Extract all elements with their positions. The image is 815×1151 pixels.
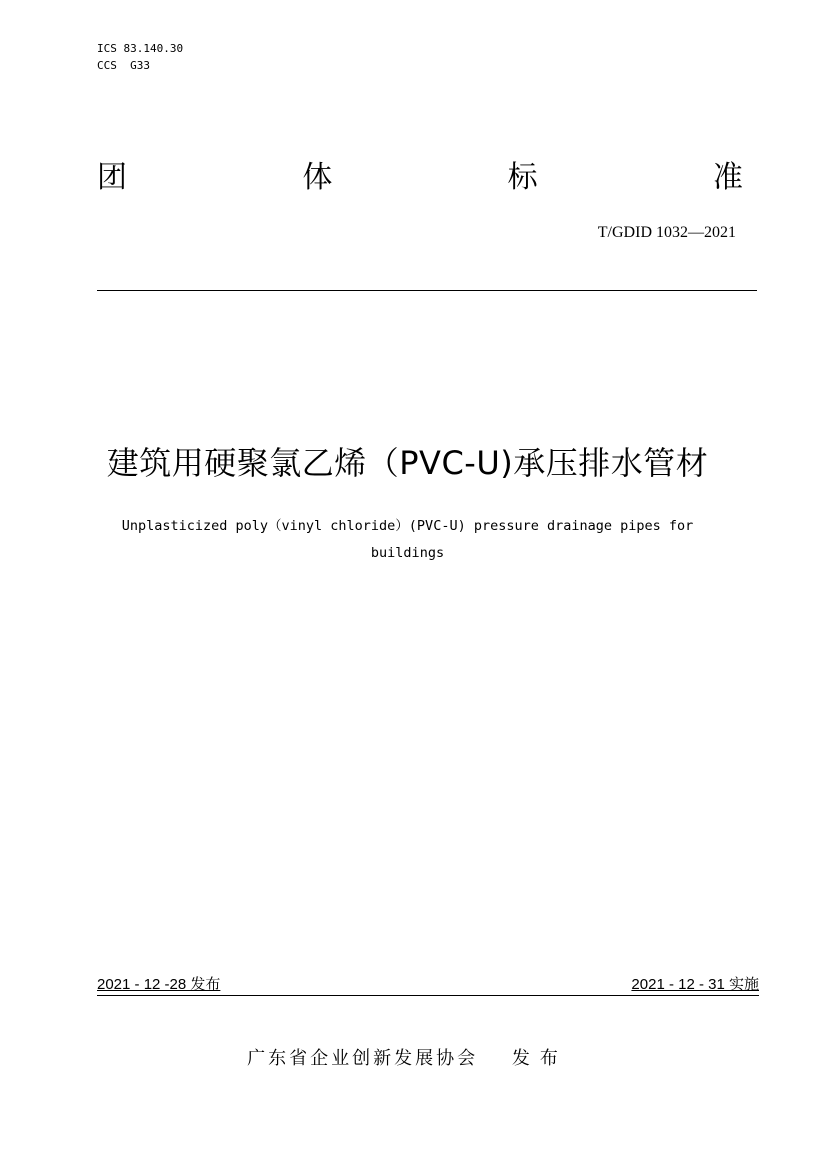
ics-code: ICS 83.140.30 (97, 42, 184, 55)
issue-date: 2021 - 12 -28 发布 (97, 976, 221, 993)
standard-type-char-4: 准 (712, 160, 743, 195)
title-english-line-2: buildings (370, 545, 445, 561)
publisher-organization: 广东省企业创新发展协会 (247, 1048, 479, 1069)
ccs-code: CCS G33 (97, 59, 150, 72)
footer-divider (97, 995, 759, 996)
title-english (40, 513, 775, 567)
publisher-line (0, 1046, 815, 1072)
standard-type-char-3: 标 (507, 160, 538, 195)
standard-type-heading (97, 158, 743, 198)
title-english-line-1: Unplasticized poly（vinyl chloride）(PVC-U) pressure drainage pipes for (121, 518, 694, 534)
dates-row (97, 975, 759, 995)
standard-type-char-2: 体 (302, 160, 333, 195)
standard-type-char-1: 团 (97, 160, 127, 195)
classification-codes (97, 40, 183, 74)
standard-number: T/GDID 1032—2021 (597, 224, 736, 241)
publisher-action: 发布 (511, 1048, 568, 1069)
header-divider (97, 290, 757, 291)
implementation-date: 2021 - 12 - 31 实施 (631, 976, 759, 993)
title-chinese: 建筑用硬聚氯乙烯（PVC-U)承压排水管材 (106, 444, 709, 482)
